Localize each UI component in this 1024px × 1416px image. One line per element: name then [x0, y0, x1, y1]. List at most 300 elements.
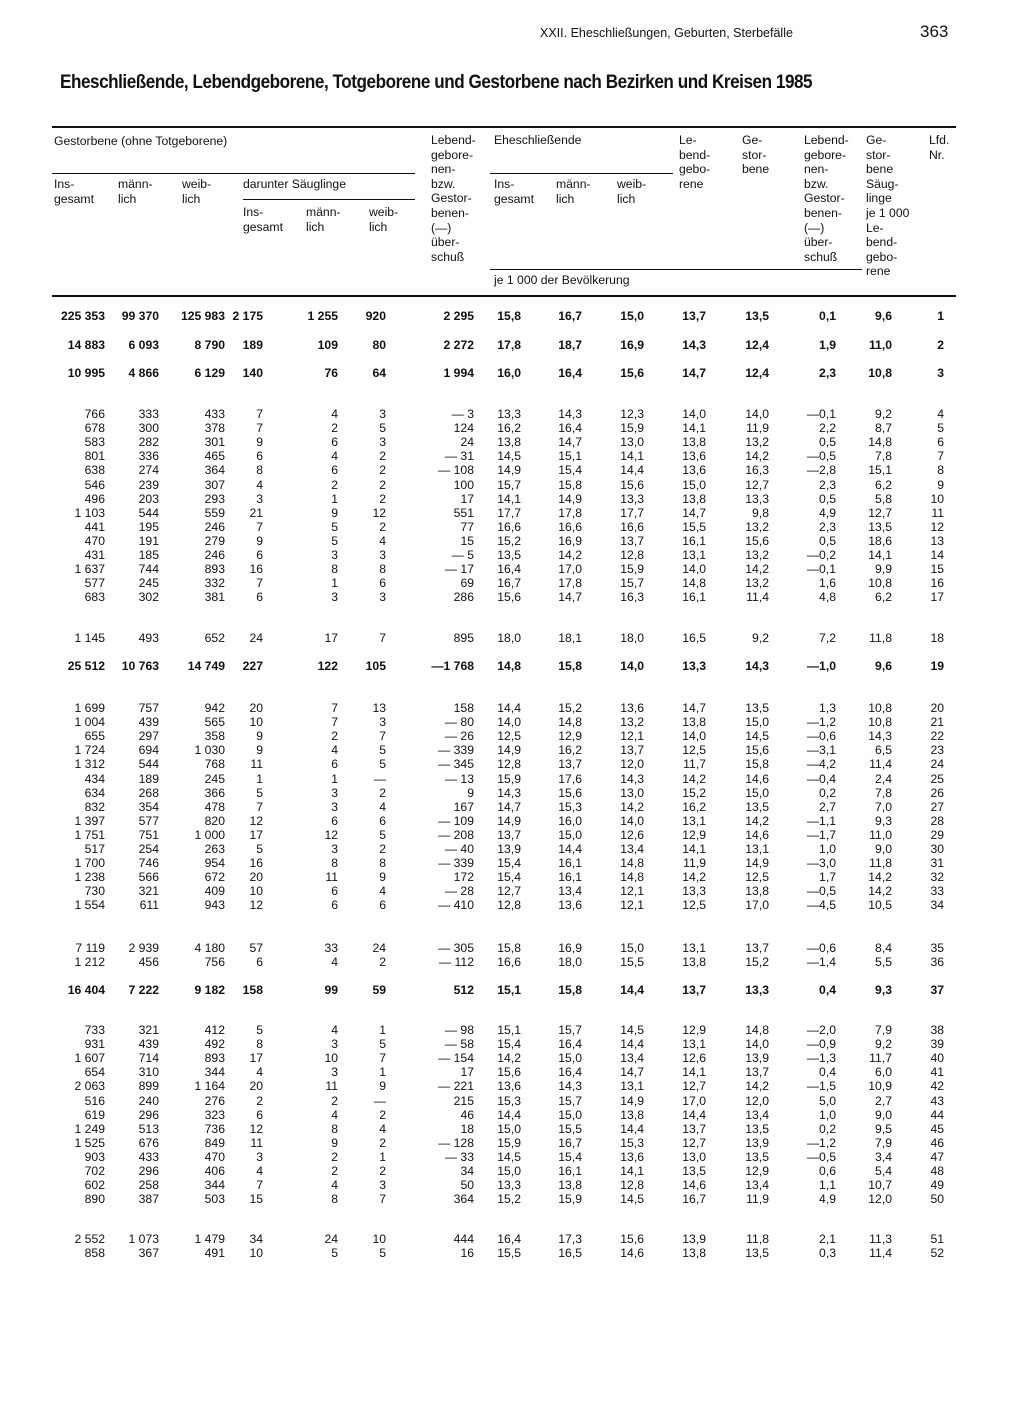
cell-lfd-nr: 26: [930, 785, 944, 800]
cell-saeuglinge-rate: 8,7: [875, 421, 892, 436]
cell-ehe-weiblich: 18,0: [620, 631, 644, 645]
cell-gestorbene-maennlich: 274: [138, 463, 159, 478]
cell-ehe-insgesamt: 13,3: [497, 1178, 521, 1193]
cell-saeuglinge-maennlich: 4: [331, 955, 338, 969]
cell-ehe-weiblich: 15,9: [620, 562, 644, 577]
cell-gestorbene-weiblich: 125 983: [180, 309, 225, 323]
cell-gestorbene-maennlich: 297: [138, 729, 159, 744]
cell-lebendgeborene-rate: 14,0: [682, 407, 706, 421]
cell-saeuglinge-insgesamt: 7: [256, 576, 263, 591]
cell-gestorbene-rate: 11,4: [746, 590, 769, 605]
cell-gestorbene-rate: 9,8: [752, 505, 769, 520]
cell-saeuglinge-maennlich: 3: [331, 785, 338, 800]
cell-saeuglinge-insgesamt: 4: [256, 1164, 263, 1178]
cell-gestorbene-maennlich: 387: [138, 1192, 159, 1207]
cell-saeuglinge-weiblich: 7: [379, 1051, 386, 1066]
cell-saeuglinge-maennlich: 5: [331, 533, 338, 548]
cell-ehe-weiblich: 13,3: [620, 491, 644, 506]
cell-saeuglinge-maennlich: 6: [331, 898, 338, 913]
cell-ehe-insgesamt: 14,9: [497, 813, 521, 828]
cell-gestorbene-rate: 13,2: [745, 548, 769, 562]
cell-lebendgeborene-rate: 12,7: [682, 1079, 706, 1094]
cell-saeuglinge-rate: 12,0: [868, 1192, 892, 1207]
cell-gestorbene-rate: 12,4: [745, 338, 769, 352]
cell-ehe-weiblich: 12,8: [620, 1178, 644, 1193]
cell-ehe-maennlich: 16,4: [558, 1037, 582, 1052]
cell-ehe-insgesamt: 14,5: [497, 1149, 521, 1164]
cell-lfd-nr: 41: [930, 1065, 944, 1080]
cell-saeuglinge-insgesamt: 24: [249, 631, 263, 645]
cell-ehe-insgesamt: 16,2: [497, 421, 521, 436]
cell-gestorbene-weiblich: 1 479: [194, 1232, 225, 1246]
cell-saeuglinge-maennlich: 10: [324, 1051, 338, 1066]
header-s-weiblich: weib- lich: [369, 205, 399, 234]
cell-ueberschuss-rate: 0,5: [819, 491, 836, 506]
cell-saeuglinge-insgesamt: 1: [256, 771, 263, 786]
cell-lebendgeborene-rate: 16,1: [682, 590, 706, 605]
cell-gestorbene-insgesamt: 903: [84, 1149, 105, 1164]
cell-ehe-insgesamt: 15,8: [497, 941, 521, 955]
cell-gestorbene-maennlich: 1 073: [128, 1232, 159, 1246]
cell-saeuglinge-weiblich: 8: [379, 562, 386, 577]
cell-saeuglinge-weiblich: 10: [372, 1232, 386, 1246]
cell-ehe-insgesamt: 15,7: [497, 477, 521, 492]
cell-gestorbene-insgesamt: 496: [84, 491, 105, 506]
cell-lfd-nr: 30: [930, 842, 944, 856]
cell-lebend-ueberschuss: 50: [460, 1178, 474, 1193]
cell-gestorbene-maennlich: 566: [138, 870, 159, 885]
cell-lebendgeborene-rate: 16,2: [682, 799, 706, 814]
cell-gestorbene-rate: 15,0: [745, 785, 769, 800]
cell-saeuglinge-rate: 2,4: [875, 771, 892, 786]
cell-gestorbene-insgesamt: 634: [84, 785, 105, 800]
cell-saeuglinge-maennlich: 24: [324, 1232, 338, 1246]
cell-lebend-ueberschuss: 9: [467, 785, 474, 800]
cell-gestorbene-weiblich: 559: [204, 505, 225, 520]
cell-gestorbene-maennlich: 302: [138, 590, 159, 605]
cell-saeuglinge-maennlich: 1 255: [307, 309, 338, 323]
cell-ueberschuss-rate: —2,0: [806, 1023, 836, 1037]
header-s-maennlich: männ- lich: [306, 205, 341, 234]
cell-ehe-insgesamt: 14,4: [497, 1107, 521, 1122]
cell-saeuglinge-rate: 11,7: [869, 1051, 892, 1066]
cell-gestorbene-maennlich: 300: [138, 421, 159, 436]
cell-lebendgeborene-rate: 14,0: [682, 729, 706, 744]
cell-gestorbene-maennlich: 439: [138, 715, 159, 730]
cell-ehe-insgesamt: 14,8: [497, 659, 521, 673]
cell-saeuglinge-insgesamt: 15: [249, 1192, 263, 1207]
cell-saeuglinge-maennlich: 2: [331, 421, 338, 436]
cell-gestorbene-insgesamt: 546: [84, 477, 105, 492]
cell-saeuglinge-maennlich: 8: [331, 1192, 338, 1207]
cell-saeuglinge-insgesamt: 11: [250, 757, 263, 772]
cell-ueberschuss-rate: 2,3: [819, 519, 836, 534]
cell-gestorbene-maennlich: 746: [138, 856, 159, 871]
cell-lfd-nr: 35: [930, 941, 944, 955]
cell-gestorbene-rate: 13,8: [745, 884, 769, 899]
cell-gestorbene-weiblich: 492: [204, 1037, 225, 1052]
cell-lebendgeborene-rate: 13,7: [682, 309, 706, 323]
cell-saeuglinge-insgesamt: 10: [249, 715, 263, 730]
cell-saeuglinge-weiblich: 4: [379, 884, 386, 899]
cell-saeuglinge-insgesamt: 7: [256, 407, 263, 421]
cell-gestorbene-weiblich: 893: [204, 562, 225, 577]
cell-gestorbene-rate: 14,9: [745, 856, 769, 871]
cell-gestorbene-weiblich: 307: [204, 477, 225, 492]
cell-gestorbene-maennlich: 367: [138, 1246, 159, 1260]
cell-gestorbene-maennlich: 258: [138, 1178, 159, 1193]
cell-saeuglinge-insgesamt: 7: [256, 519, 263, 534]
cell-saeuglinge-maennlich: 8: [331, 1121, 338, 1136]
cell-saeuglinge-insgesamt: 227: [242, 659, 263, 673]
cell-gestorbene-insgesamt: 1 312: [74, 757, 105, 772]
cell-ehe-maennlich: 16,4: [558, 1065, 582, 1080]
cell-ueberschuss-rate: —1,7: [806, 827, 836, 842]
cell-gestorbene-maennlich: 282: [138, 435, 159, 450]
cell-ehe-maennlich: 17,6: [558, 771, 582, 786]
header-e-maennlich: männ- lich: [556, 177, 591, 206]
cell-ehe-insgesamt: 14,0: [497, 715, 521, 730]
cell-lebend-ueberschuss: 16: [460, 1246, 474, 1260]
cell-saeuglinge-weiblich: 2: [379, 1164, 386, 1178]
cell-gestorbene-maennlich: 694: [138, 743, 159, 758]
cell-saeuglinge-rate: 7,8: [875, 785, 892, 800]
cell-lfd-nr: 19: [930, 659, 944, 673]
cell-ehe-weiblich: 12,1: [620, 898, 644, 913]
cell-lebend-ueberschuss: — 208: [438, 827, 474, 842]
cell-saeuglinge-maennlich: 3: [331, 842, 338, 856]
cell-saeuglinge-weiblich: 105: [365, 659, 386, 673]
cell-lebend-ueberschuss: — 410: [438, 898, 474, 913]
cell-ehe-weiblich: 16,3: [620, 590, 644, 605]
cell-saeuglinge-rate: 2,7: [875, 1093, 892, 1108]
cell-gestorbene-insgesamt: 702: [84, 1164, 105, 1178]
cell-gestorbene-insgesamt: 1 699: [74, 701, 105, 715]
cell-saeuglinge-maennlich: 4: [331, 1023, 338, 1037]
cell-ehe-maennlich: 16,1: [558, 1164, 582, 1178]
cell-ueberschuss-rate: 4,8: [819, 590, 836, 605]
cell-ehe-weiblich: 15,3: [620, 1135, 644, 1150]
cell-gestorbene-rate: 14,2: [745, 562, 769, 577]
cell-lfd-nr: 49: [930, 1178, 944, 1193]
cell-gestorbene-maennlich: 544: [138, 757, 159, 772]
cell-gestorbene-rate: 11,9: [746, 421, 769, 436]
cell-saeuglinge-weiblich: 2: [379, 519, 386, 534]
cell-lebend-ueberschuss: 172: [453, 870, 474, 885]
cell-ueberschuss-rate: 7,2: [819, 631, 836, 645]
cell-lfd-nr: 52: [930, 1246, 944, 1260]
cell-saeuglinge-maennlich: 9: [331, 505, 338, 520]
cell-ehe-insgesamt: 16,6: [497, 955, 521, 969]
cell-saeuglinge-rate: 5,4: [875, 1164, 892, 1178]
cell-saeuglinge-rate: 10,8: [868, 366, 892, 380]
cell-gestorbene-insgesamt: 1 751: [74, 827, 105, 842]
cell-saeuglinge-rate: 9,6: [875, 659, 892, 673]
cell-lfd-nr: 7: [937, 449, 944, 464]
cell-saeuglinge-weiblich: 5: [379, 757, 386, 772]
cell-ueberschuss-rate: 0,2: [819, 785, 836, 800]
cell-gestorbene-insgesamt: 1 212: [74, 955, 105, 969]
cell-saeuglinge-maennlich: 7: [331, 715, 338, 730]
cell-gestorbene-weiblich: 4 180: [194, 941, 225, 955]
cell-ehe-insgesamt: 12,5: [497, 729, 521, 744]
cell-ehe-maennlich: 15,8: [558, 983, 582, 997]
cell-saeuglinge-rate: 14,2: [868, 884, 892, 899]
cell-saeuglinge-rate: 10,8: [868, 715, 892, 730]
cell-lebendgeborene-rate: 12,9: [682, 827, 706, 842]
cell-saeuglinge-weiblich: 2: [379, 463, 386, 478]
cell-gestorbene-weiblich: 1 000: [194, 827, 225, 842]
cell-saeuglinge-insgesamt: 6: [256, 590, 263, 605]
cell-saeuglinge-rate: 7,9: [875, 1023, 892, 1037]
cell-ehe-insgesamt: 15,8: [497, 309, 521, 323]
cell-lfd-nr: 2: [937, 338, 944, 352]
cell-saeuglinge-insgesamt: 57: [249, 941, 263, 955]
cell-saeuglinge-maennlich: 6: [331, 813, 338, 828]
cell-gestorbene-rate: 14,0: [745, 1037, 769, 1052]
cell-saeuglinge-rate: 7,9: [875, 1135, 892, 1150]
cell-ehe-insgesamt: 15,9: [497, 771, 521, 786]
cell-lfd-nr: 42: [930, 1079, 944, 1094]
cell-saeuglinge-rate: 9,3: [875, 813, 892, 828]
cell-ehe-insgesamt: 13,5: [497, 548, 521, 562]
cell-lebend-ueberschuss: 444: [453, 1232, 474, 1246]
cell-saeuglinge-insgesamt: 158: [242, 983, 263, 997]
cell-lebend-ueberschuss: — 33: [444, 1149, 474, 1164]
cell-saeuglinge-insgesamt: 7: [256, 1178, 263, 1193]
cell-saeuglinge-weiblich: 3: [379, 715, 386, 730]
cell-ehe-weiblich: 17,7: [620, 505, 644, 520]
cell-saeuglinge-maennlich: 8: [331, 562, 338, 577]
cell-saeuglinge-weiblich: 3: [379, 590, 386, 605]
cell-saeuglinge-weiblich: 920: [365, 309, 386, 323]
cell-ehe-insgesamt: 15,5: [497, 1246, 521, 1260]
cell-gestorbene-maennlich: 239: [138, 477, 159, 492]
cell-lebend-ueberschuss: 17: [460, 491, 474, 506]
cell-ueberschuss-rate: 1,6: [819, 576, 836, 591]
header-lebendgeborene: Le- bend- gebo- rene: [679, 133, 711, 191]
cell-ehe-weiblich: 12,1: [620, 884, 644, 899]
cell-gestorbene-rate: 15,8: [745, 757, 769, 772]
cell-ueberschuss-rate: 4,9: [819, 505, 836, 520]
cell-ehe-weiblich: 12,6: [620, 827, 644, 842]
cell-ueberschuss-rate: —0,1: [806, 562, 836, 577]
cell-gestorbene-maennlich: 336: [138, 449, 159, 464]
cell-saeuglinge-weiblich: 5: [379, 743, 386, 758]
cell-ehe-maennlich: 16,5: [558, 1246, 582, 1260]
cell-ehe-maennlich: 16,6: [558, 519, 582, 534]
cell-ehe-maennlich: 18,0: [558, 955, 582, 969]
cell-gestorbene-weiblich: 246: [204, 548, 225, 562]
cell-lebend-ueberschuss: 512: [453, 983, 474, 997]
cell-lebendgeborene-rate: 14,2: [682, 870, 706, 885]
cell-ueberschuss-rate: 0,3: [819, 1246, 836, 1260]
header-weiblich: weib- lich: [182, 177, 212, 206]
cell-ehe-maennlich: 14,7: [558, 435, 582, 450]
cell-ehe-insgesamt: 14,3: [497, 785, 521, 800]
cell-lebend-ueberschuss: — 3: [451, 407, 474, 421]
cell-ehe-insgesamt: 14,2: [497, 1051, 521, 1066]
cell-gestorbene-maennlich: 245: [138, 576, 159, 591]
cell-saeuglinge-maennlich: 3: [331, 590, 338, 605]
cell-saeuglinge-weiblich: 64: [372, 366, 386, 380]
cell-ehe-insgesamt: 15,2: [497, 533, 521, 548]
cell-ehe-insgesamt: 15,0: [497, 1164, 521, 1178]
cell-gestorbene-maennlich: 751: [138, 827, 159, 842]
cell-lfd-nr: 20: [930, 701, 944, 715]
page-number: 363: [920, 22, 949, 41]
cell-ehe-maennlich: 13,7: [558, 757, 582, 772]
cell-saeuglinge-weiblich: 2: [379, 491, 386, 506]
cell-gestorbene-insgesamt: 16 404: [67, 983, 105, 997]
cell-gestorbene-rate: 12,9: [745, 1164, 769, 1178]
cell-gestorbene-weiblich: 344: [204, 1178, 225, 1193]
cell-ehe-insgesamt: 13,3: [497, 407, 521, 421]
cell-lebend-ueberschuss: — 28: [444, 884, 474, 899]
cell-ueberschuss-rate: —3,0: [806, 856, 836, 871]
cell-lebend-ueberschuss: 1 994: [443, 366, 474, 380]
cell-saeuglinge-maennlich: 5: [331, 1246, 338, 1260]
cell-lfd-nr: 11: [931, 505, 944, 520]
cell-ueberschuss-rate: 1,9: [819, 338, 836, 352]
cell-lebendgeborene-rate: 12,6: [682, 1051, 706, 1066]
cell-lfd-nr: 8: [937, 463, 944, 478]
cell-ueberschuss-rate: —0,1: [806, 407, 836, 421]
cell-ehe-insgesamt: 15,6: [497, 590, 521, 605]
cell-lebendgeborene-rate: 14,1: [682, 1065, 706, 1080]
cell-ueberschuss-rate: 2,3: [819, 366, 836, 380]
cell-lebend-ueberschuss: — 109: [438, 813, 474, 828]
cell-ehe-maennlich: 15,7: [558, 1023, 582, 1037]
cell-saeuglinge-rate: 7,8: [875, 449, 892, 464]
cell-saeuglinge-rate: 10,9: [868, 1079, 892, 1094]
cell-ehe-maennlich: 18,7: [558, 338, 582, 352]
cell-ehe-insgesamt: 14,7: [497, 799, 521, 814]
cell-lebendgeborene-rate: 13,6: [682, 463, 706, 478]
cell-lebend-ueberschuss: 167: [453, 799, 474, 814]
cell-gestorbene-insgesamt: 730: [84, 884, 105, 899]
cell-lfd-nr: 25: [930, 771, 944, 786]
cell-gestorbene-weiblich: 246: [204, 519, 225, 534]
cell-saeuglinge-rate: 9,2: [875, 407, 892, 421]
cell-ehe-weiblich: 13,7: [620, 743, 644, 758]
cell-ehe-maennlich: 15,8: [558, 477, 582, 492]
cell-saeuglinge-insgesamt: 2 175: [232, 309, 263, 323]
cell-ehe-maennlich: 17,8: [558, 576, 582, 591]
cell-ehe-weiblich: 13,6: [620, 1149, 644, 1164]
cell-lebendgeborene-rate: 14,7: [682, 366, 706, 380]
cell-saeuglinge-maennlich: 6: [331, 463, 338, 478]
cell-ehe-weiblich: 14,7: [620, 1065, 644, 1080]
cell-gestorbene-rate: 14,2: [745, 813, 769, 828]
cell-saeuglinge-insgesamt: 9: [256, 533, 263, 548]
cell-ueberschuss-rate: 2,2: [819, 421, 836, 436]
cell-lebendgeborene-rate: 14,4: [682, 1107, 706, 1122]
header-lfd-nr: Lfd. Nr.: [929, 133, 950, 162]
cell-gestorbene-weiblich: 1 030: [194, 743, 225, 758]
cell-gestorbene-rate: 13,2: [745, 435, 769, 450]
cell-ueberschuss-rate: 0,1: [819, 309, 836, 323]
cell-gestorbene-insgesamt: 577: [84, 576, 105, 591]
cell-saeuglinge-weiblich: 1: [379, 1065, 386, 1080]
cell-saeuglinge-weiblich: 8: [379, 856, 386, 871]
cell-gestorbene-rate: 13,3: [745, 491, 769, 506]
cell-saeuglinge-rate: 14,3: [868, 729, 892, 744]
cell-ueberschuss-rate: —1,4: [806, 955, 836, 969]
cell-lfd-nr: 17: [930, 590, 944, 605]
cell-gestorbene-insgesamt: 431: [84, 548, 105, 562]
cell-lebendgeborene-rate: 14,7: [682, 701, 706, 715]
cell-gestorbene-insgesamt: 832: [84, 799, 105, 814]
cell-gestorbene-maennlich: 321: [138, 884, 159, 899]
cell-ueberschuss-rate: —4,5: [806, 898, 836, 913]
cell-gestorbene-maennlich: 899: [138, 1079, 159, 1094]
cell-gestorbene-insgesamt: 931: [84, 1037, 105, 1052]
cell-ehe-weiblich: 13,4: [620, 1051, 644, 1066]
cell-ehe-insgesamt: 12,8: [497, 898, 521, 913]
cell-ehe-weiblich: 14,4: [620, 1121, 644, 1136]
cell-ehe-maennlich: 15,3: [558, 799, 582, 814]
cell-gestorbene-insgesamt: 638: [84, 463, 105, 478]
cell-ehe-maennlich: 17,0: [558, 562, 582, 577]
cell-gestorbene-insgesamt: 441: [84, 519, 105, 534]
cell-lfd-nr: 47: [930, 1149, 944, 1164]
cell-lfd-nr: 31: [930, 856, 944, 871]
cell-gestorbene-weiblich: 381: [204, 590, 225, 605]
cell-gestorbene-insgesamt: 678: [84, 421, 105, 436]
cell-ehe-maennlich: 17,8: [558, 505, 582, 520]
cell-gestorbene-insgesamt: 225 353: [60, 309, 105, 323]
cell-lebendgeborene-rate: 12,5: [682, 743, 706, 758]
cell-saeuglinge-rate: 10,7: [868, 1178, 892, 1193]
cell-saeuglinge-weiblich: 2: [379, 1135, 386, 1150]
cell-ehe-weiblich: 16,6: [620, 519, 644, 534]
cell-lebendgeborene-rate: 15,5: [682, 519, 706, 534]
cell-lebendgeborene-rate: 14,8: [682, 576, 706, 591]
cell-gestorbene-insgesamt: 1 145: [74, 631, 105, 645]
cell-gestorbene-weiblich: 263: [204, 842, 225, 856]
cell-gestorbene-weiblich: 8 790: [194, 338, 225, 352]
cell-ehe-maennlich: 15,4: [558, 463, 582, 478]
cell-lebend-ueberschuss: 2 295: [443, 309, 474, 323]
cell-ehe-weiblich: 12,1: [620, 729, 644, 744]
cell-saeuglinge-weiblich: 7: [379, 631, 386, 645]
cell-saeuglinge-rate: 9,5: [875, 1121, 892, 1136]
cell-saeuglinge-insgesamt: 10: [249, 1246, 263, 1260]
cell-saeuglinge-weiblich: 5: [379, 421, 386, 436]
cell-gestorbene-rate: 12,5: [745, 870, 769, 885]
cell-gestorbene-rate: 15,6: [745, 533, 769, 548]
cell-lfd-nr: 44: [930, 1107, 944, 1122]
cell-lfd-nr: 29: [930, 827, 944, 842]
header-darunter-saeuglinge: darunter Säuglinge: [243, 177, 346, 191]
cell-lfd-nr: 1: [937, 309, 944, 323]
cell-ehe-weiblich: 15,6: [620, 1232, 644, 1246]
cell-saeuglinge-maennlich: 3: [331, 1037, 338, 1052]
cell-saeuglinge-maennlich: 3: [331, 548, 338, 562]
cell-saeuglinge-rate: 12,7: [868, 505, 892, 520]
cell-lebend-ueberschuss: 124: [453, 421, 474, 436]
cell-gestorbene-weiblich: 332: [204, 576, 225, 591]
cell-lebend-ueberschuss: — 221: [438, 1079, 474, 1094]
cell-lfd-nr: 4: [937, 407, 944, 421]
cell-ueberschuss-rate: 4,9: [819, 1192, 836, 1207]
header-gestorbene-group: Gestorbene (ohne Totgeborene): [54, 134, 228, 148]
cell-gestorbene-rate: 13,1: [745, 842, 769, 856]
cell-lebend-ueberschuss: — 13: [444, 771, 474, 786]
cell-ehe-weiblich: 15,6: [620, 366, 644, 380]
cell-gestorbene-weiblich: 9 182: [194, 983, 225, 997]
